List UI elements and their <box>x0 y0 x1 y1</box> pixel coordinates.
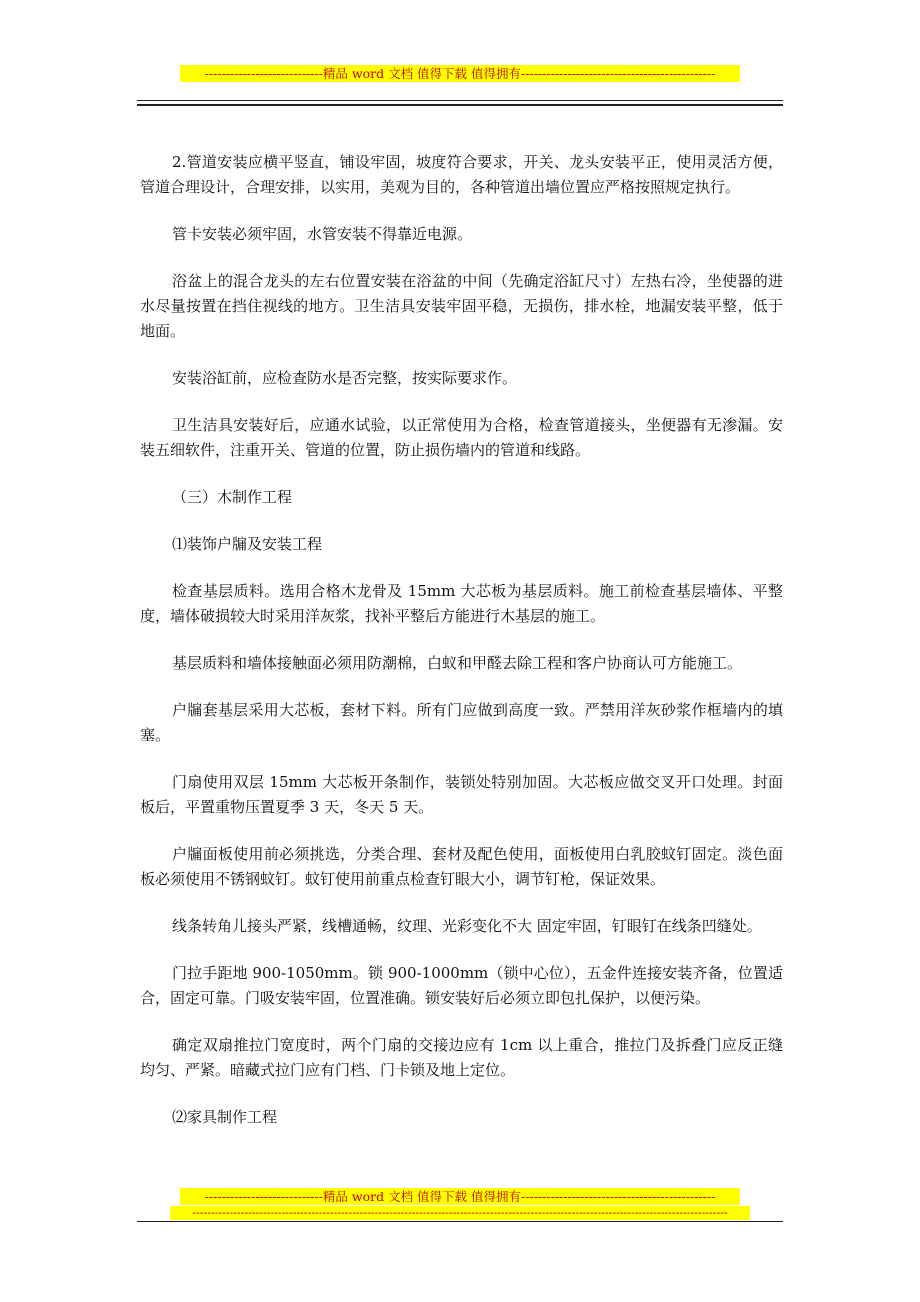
header-banner: ----------------------------精品 word 文档 值得下载 值得拥有---------------------------------------------- <box>180 65 740 82</box>
paragraph-bathtub-check: 安装浴缸前，应检查防水是否完整，按实际要求作。 <box>172 369 518 387</box>
paragraph-door-hardware: 门拉手距地 900-1050mm。锁 900-1000mm（锁中心位），五金件连接安装齐备，位置适合，固定可靠。门吸安装牢固，位置准确。锁安装好后必须立即包扎保护，以便污染。 <box>140 964 783 1007</box>
paragraph-base-material: 检查基层质料。选用合格木龙骨及 15mm 大芯板为基层质料。施工前检查基层墙体、平整度，墙体破损较大时采用洋灰浆，找补平整后方能进行木基层的施工。 <box>140 582 783 625</box>
paragraph-face-panel: 户牖面板使用前必须挑选，分类合理、套材及配色使用，面板使用白乳胶蚊钉固定。淡色面板必须使用不锈钢蚊钉。蚊钉使用前重点检查钉眼大小，调节钉枪，保证效果。 <box>140 845 783 888</box>
paragraph-sanitary-test: 卫生洁具安装好后，应通水试验，以正常使用为合格，检查管道接头，坐便器有无渗漏。安装五细软件，注重开关、管道的位置，防止损伤墙内的管道和线路。 <box>140 416 783 459</box>
paragraph-frame-base: 户牖套基层采用大芯板，套材下料。所有门应做到高度一致。严禁用洋灰砂浆作框墙内的填塞。 <box>140 701 783 744</box>
document-body <box>140 150 783 1152</box>
subsection-heading-furniture: ⑵家具制作工程 <box>172 1108 278 1126</box>
header-rule-thin <box>137 100 783 101</box>
footer-rule <box>137 1221 783 1222</box>
header-rule-thick <box>137 104 783 106</box>
subsection-heading-doors-windows: ⑴装饰户牖及安装工程 <box>172 535 323 553</box>
paragraph-bathtub-faucet: 浴盆上的混合龙头的左右位置安装在浴盆的中间（先确定浴缸尺寸）左热右冷，坐使器的进水尽量按置在挡住视线的地方。卫生洁具安装牢固平稳，无损伤，排水栓，地漏安装平整，低于地面。 <box>140 272 783 340</box>
paragraph-pipe-install: 2.管道安装应横平竖直，铺设牢固，坡度符合要求，开关、龙头安装平正，使用灵活方便，管道合理设计，合理安排，以实用，美观为目的，各种管道出墙位置应严格按照规定执行。 <box>140 153 783 196</box>
paragraph-sliding-door: 确定双扇推拉门宽度时，两个门扇的交接边应有 1cm 以上重合，推拉门及拆叠门应反正缝均匀、严紧。暗藏式拉门应有门档、门卡锁及地上定位。 <box>140 1036 783 1079</box>
footer-dashes: ------------------------------------------------------------------------------------------------------------------------------------------------ <box>170 1206 750 1220</box>
section-heading-woodwork: （三）木制作工程 <box>172 488 293 506</box>
footer-banner: ----------------------------精品 word 文档 值得下载 值得拥有---------------------------------------------- <box>180 1188 740 1205</box>
paragraph-moisture-proof: 基层质料和墙体接触面必须用防潮棉，白蚁和甲醛去除工程和客户协商认可方能施工。 <box>172 654 743 672</box>
paragraph-pipe-clamp: 管卡安装必须牢固，水管安装不得靠近电源。 <box>172 225 473 243</box>
paragraph-door-leaf: 门扇使用双层 15mm 大芯板开条制作，装锁处特别加固。大芯板应做交叉开口处理。封面板后，平置重物压置夏季 3 天，冬天 5 天。 <box>140 773 783 816</box>
paragraph-trim-joints: 线条转角儿接头严紧，线槽通畅，纹理、光彩变化不大 固定牢固，钉眼钉在线条凹缝处。 <box>172 917 762 935</box>
